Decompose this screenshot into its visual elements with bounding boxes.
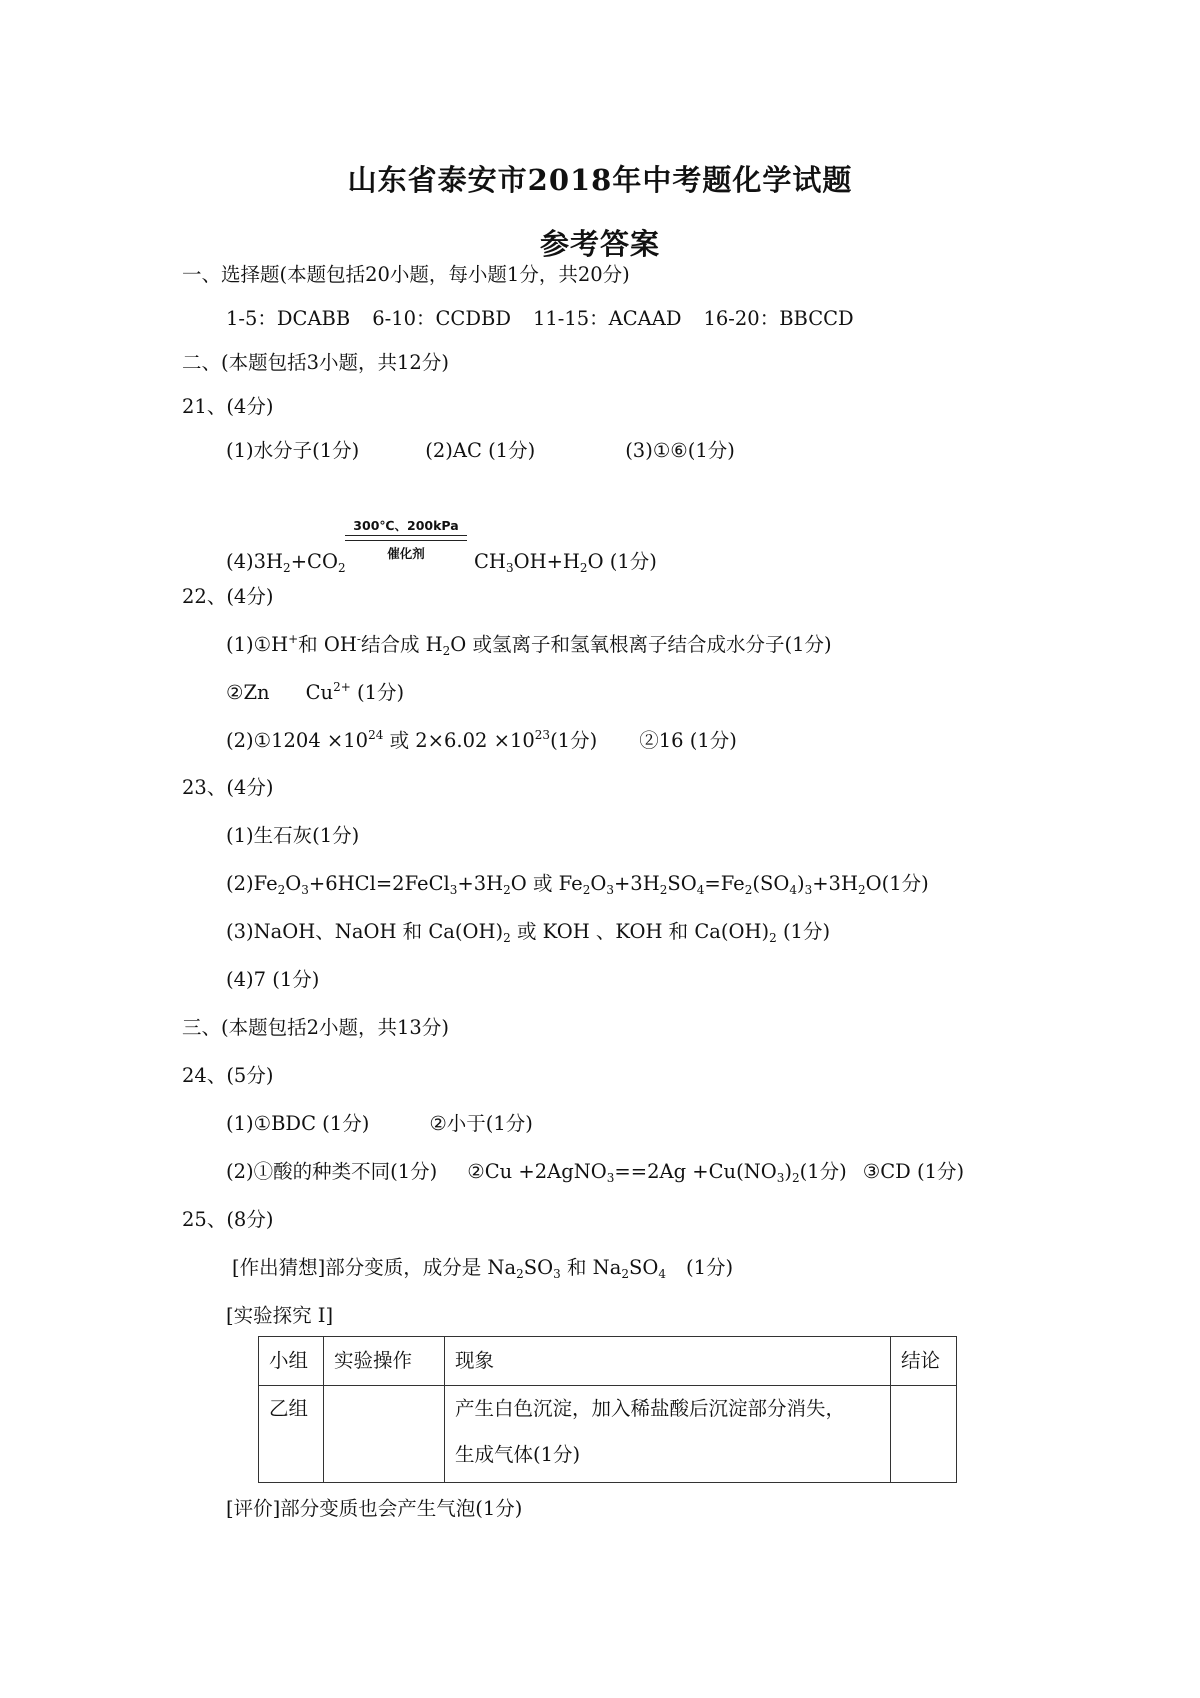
q21-answer-3: (3)①⑥(1分): [625, 439, 735, 462]
q24-answer-1: (1)①BDC (1分) ②小于(1分): [226, 1112, 533, 1135]
table-cell-conclusion: [891, 1386, 957, 1483]
choice-answers: [226, 306, 854, 332]
answer-group-4: 16-20：BBCCD: [703, 307, 854, 330]
section-1-heading: 一、选择题(本题包括20小题，每小题1分，共20分): [182, 263, 630, 286]
q23-answer-4: (4)7 (1分): [226, 968, 320, 991]
reaction-condition-bottom: 催化剂: [387, 546, 425, 561]
q25-hypothesis: [作出猜想]部分变质，成分是 $Na_2SO_3$ 和 $Na_2SO_4$ (1分): [232, 1256, 734, 1281]
answer-group-3: 11-15：ACAAD: [532, 307, 682, 330]
table-header-cell: 结论: [891, 1337, 957, 1386]
table-cell-operation: [324, 1386, 445, 1483]
q23-answer-2: $(2)Fe_2O_3+6HCl=2FeCl_3+3H_2O$ 或 $Fe_2O_3+3H_2SO_4=Fe_2(SO_4)_3+3H_2O(1$分): [226, 872, 929, 897]
table-row: [259, 1386, 957, 1483]
question-21-heading: 21、(4分): [182, 395, 274, 418]
table-header-cell: 小组: [259, 1337, 324, 1386]
q25-experiment-label: [实验探究 I]: [226, 1304, 334, 1327]
q21-answer-2: (2)AC (1分): [425, 439, 536, 462]
q21-answers-row: [226, 438, 735, 464]
question-25-heading: 25、(8分): [182, 1208, 274, 1231]
q21-answer-1: (1)水分子(1分): [226, 439, 360, 462]
q23-answer-1: (1)生石灰(1分): [226, 824, 360, 847]
reaction-arrow: [343, 516, 469, 566]
question-22-heading: 22、(4分): [182, 585, 274, 608]
section-2-heading: 二、(本题包括3小题，共12分): [182, 351, 449, 374]
q23-answer-3: (3)NaOH、NaOH 和 $Ca(OH)_2$ 或 KOH 、KOH 和 $Ca(OH)_2$ (1分): [226, 920, 831, 945]
table-cell-phenomenon: 产生白色沉淀，加入稀盐酸后沉淀部分消失， 生成气体(1分): [445, 1386, 891, 1483]
question-23-heading: 23、(4分): [182, 776, 274, 799]
page-title: 山东省泰安市2018年中考题化学试题: [347, 163, 853, 197]
q25-evaluation: [评价]部分变质也会产生气泡(1分): [226, 1497, 523, 1520]
table-header-row: [259, 1337, 957, 1386]
q21-equation-right: $CH_3OH+H_2O$ (1分): [474, 550, 657, 575]
q21-equation-left: $(4)3H_2+CO_2$: [226, 550, 346, 575]
experiment-table: [258, 1336, 957, 1483]
table-cell-group: 乙组: [259, 1386, 324, 1483]
q22-answer-2: (2)①1204 $\times 10^{24}$ 或 $2\times 6.02 \times 10^{23}(1$分) ②16 (1分): [226, 728, 737, 752]
page-subtitle: 参考答案: [539, 227, 660, 261]
q24-answer-2: (2)①酸的种类不同(1分) ②Cu +2AgNO$_3$==2Ag $+Cu(NO_3)_2(1$分) ③CD (1分): [226, 1160, 965, 1185]
answer-group-2: 6-10：CCDBD: [372, 307, 511, 330]
section-3-heading: 三、(本题包括2小题，共13分): [182, 1016, 449, 1039]
table-header-cell: 实验操作: [324, 1337, 445, 1386]
answer-group-1: 1-5：DCABB: [226, 307, 351, 330]
reaction-condition-top: 300℃、200kPa: [353, 518, 459, 533]
question-24-heading: 24、(5分): [182, 1064, 274, 1087]
q22-answer-1b: ②Zn $Cu^{2+}$ (1分): [226, 680, 405, 704]
table-header-cell: 现象: [445, 1337, 891, 1386]
q22-answer-1: (1)①H+和 OH-结合成 $H_2O$ 或氢离子和氢氧根离子结合成水分子(1分): [226, 632, 832, 658]
